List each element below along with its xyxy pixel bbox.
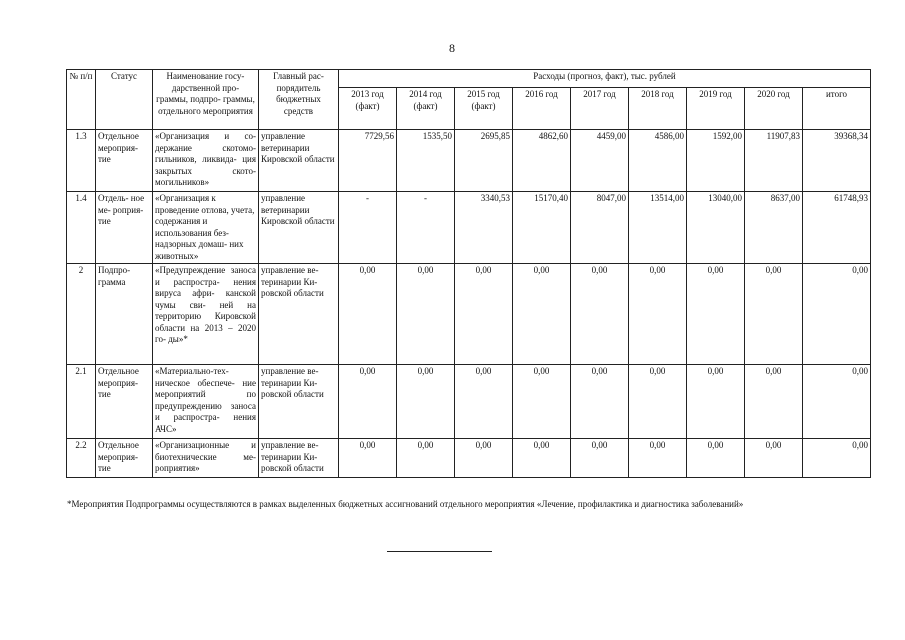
row-value: 0,00: [629, 264, 687, 365]
header-year: 2019 год: [687, 88, 745, 130]
row-value: -: [339, 192, 397, 264]
row-value: 4586,00: [629, 130, 687, 192]
row-value: 0,00: [455, 439, 513, 478]
table-row: [67, 192, 871, 264]
header-year: 2016 год: [513, 88, 571, 130]
row-value: 0,00: [339, 365, 397, 439]
row-num: 2.1: [67, 365, 96, 439]
row-value: 7729,56: [339, 130, 397, 192]
row-num: 1.4: [67, 192, 96, 264]
table-row: [67, 130, 871, 192]
header-status: Статус: [96, 70, 153, 130]
row-admin: управление ветеринарии Кировской области: [259, 192, 339, 264]
header-expenses: Расходы (прогноз, факт), тыс. рублей: [339, 70, 871, 88]
row-status: Отдельное мероприя- тие: [96, 130, 153, 192]
row-value: 0,00: [745, 439, 803, 478]
row-value: 0,00: [397, 264, 455, 365]
row-value: 0,00: [513, 365, 571, 439]
row-value: 0,00: [397, 439, 455, 478]
row-value: 3340,53: [455, 192, 513, 264]
row-total: 0,00: [803, 264, 871, 365]
header-year: 2014 год (факт): [397, 88, 455, 130]
row-value: 0,00: [687, 439, 745, 478]
row-value: 0,00: [571, 365, 629, 439]
row-admin: управление ве- теринарии Ки- ровской области: [259, 439, 339, 478]
header-year: 2020 год: [745, 88, 803, 130]
row-name: «Материально-тех- ническое обеспече- ние мероприятий по предупреждению заноса и распростра- нения АЧС»: [153, 365, 259, 439]
row-value: 0,00: [513, 264, 571, 365]
row-name: «Организация и со- держание скотомо- гильников, ликвида- ция закрытых ското- могильников»: [153, 130, 259, 192]
row-value: 0,00: [455, 264, 513, 365]
row-admin: управление ве- теринарии Ки- ровской области: [259, 264, 339, 365]
row-value: 13040,00: [687, 192, 745, 264]
row-num: 2.2: [67, 439, 96, 478]
header-year: 2013 год (факт): [339, 88, 397, 130]
row-total: 61748,93: [803, 192, 871, 264]
row-value: -: [397, 192, 455, 264]
row-value: 1535,50: [397, 130, 455, 192]
row-value: 0,00: [571, 264, 629, 365]
row-value: 11907,83: [745, 130, 803, 192]
table-row: [67, 264, 871, 365]
row-total: 39368,34: [803, 130, 871, 192]
row-value: 8047,00: [571, 192, 629, 264]
row-num: 1.3: [67, 130, 96, 192]
table-row: [67, 439, 871, 478]
row-num: 2: [67, 264, 96, 365]
header-year: 2018 год: [629, 88, 687, 130]
row-status: Отдельное мероприя- тие: [96, 439, 153, 478]
row-value: 2695,85: [455, 130, 513, 192]
header-year: 2015 год (факт): [455, 88, 513, 130]
row-value: 0,00: [687, 264, 745, 365]
header-name: Наименование госу- дарственной про- граммы, подпро- граммы, отдельного мероприятия: [153, 70, 259, 130]
row-status: Отдельное мероприя- тие: [96, 365, 153, 439]
row-admin: управление ве- теринарии Ки- ровской области: [259, 365, 339, 439]
header-total: итого: [803, 88, 871, 130]
page-number: 8: [449, 41, 455, 55]
row-name: «Предупреждение заноса и распростра- нения вируса афри- канской чумы сви- ней на территорию Кировской области на 2013 – 2020 го- ды»*: [153, 264, 259, 365]
row-status: Отдель- ное ме- роприя- тие: [96, 192, 153, 264]
row-total: 0,00: [803, 365, 871, 439]
row-value: 0,00: [571, 439, 629, 478]
row-value: 4862,60: [513, 130, 571, 192]
footnote: *Мероприятия Подпрограммы осуществляются в рамках выделенных бюджетных ассигнований отдельного мероприятия «Лечение, профилактика и диагностика заболеваний»: [67, 499, 744, 509]
table-row: [67, 365, 871, 439]
table-header-row: [67, 70, 871, 88]
row-value: 0,00: [397, 365, 455, 439]
row-value: 15170,40: [513, 192, 571, 264]
row-value: 1592,00: [687, 130, 745, 192]
row-status: Подпро- грамма: [96, 264, 153, 365]
row-value: 4459,00: [571, 130, 629, 192]
row-name: «Организационные и биотехнические ме- роприятия»: [153, 439, 259, 478]
row-value: 0,00: [687, 365, 745, 439]
row-total: 0,00: [803, 439, 871, 478]
row-value: 0,00: [339, 264, 397, 365]
row-name: «Организация к проведение отлова, учета, содержания и использования без- надзорных домаш- них животных»: [153, 192, 259, 264]
divider-line: [387, 551, 492, 552]
row-value: 0,00: [745, 264, 803, 365]
row-value: 0,00: [629, 365, 687, 439]
expenses-table: [66, 69, 871, 478]
row-value: 0,00: [745, 365, 803, 439]
row-value: 0,00: [339, 439, 397, 478]
row-value: 0,00: [513, 439, 571, 478]
header-year: 2017 год: [571, 88, 629, 130]
row-admin: управление ветеринарии Кировской области: [259, 130, 339, 192]
row-value: 0,00: [629, 439, 687, 478]
row-value: 13514,00: [629, 192, 687, 264]
row-value: 8637,00: [745, 192, 803, 264]
row-value: 0,00: [455, 365, 513, 439]
header-num: № п/п: [67, 70, 96, 130]
header-admin: Главный рас- порядитель бюджетных средств: [259, 70, 339, 130]
